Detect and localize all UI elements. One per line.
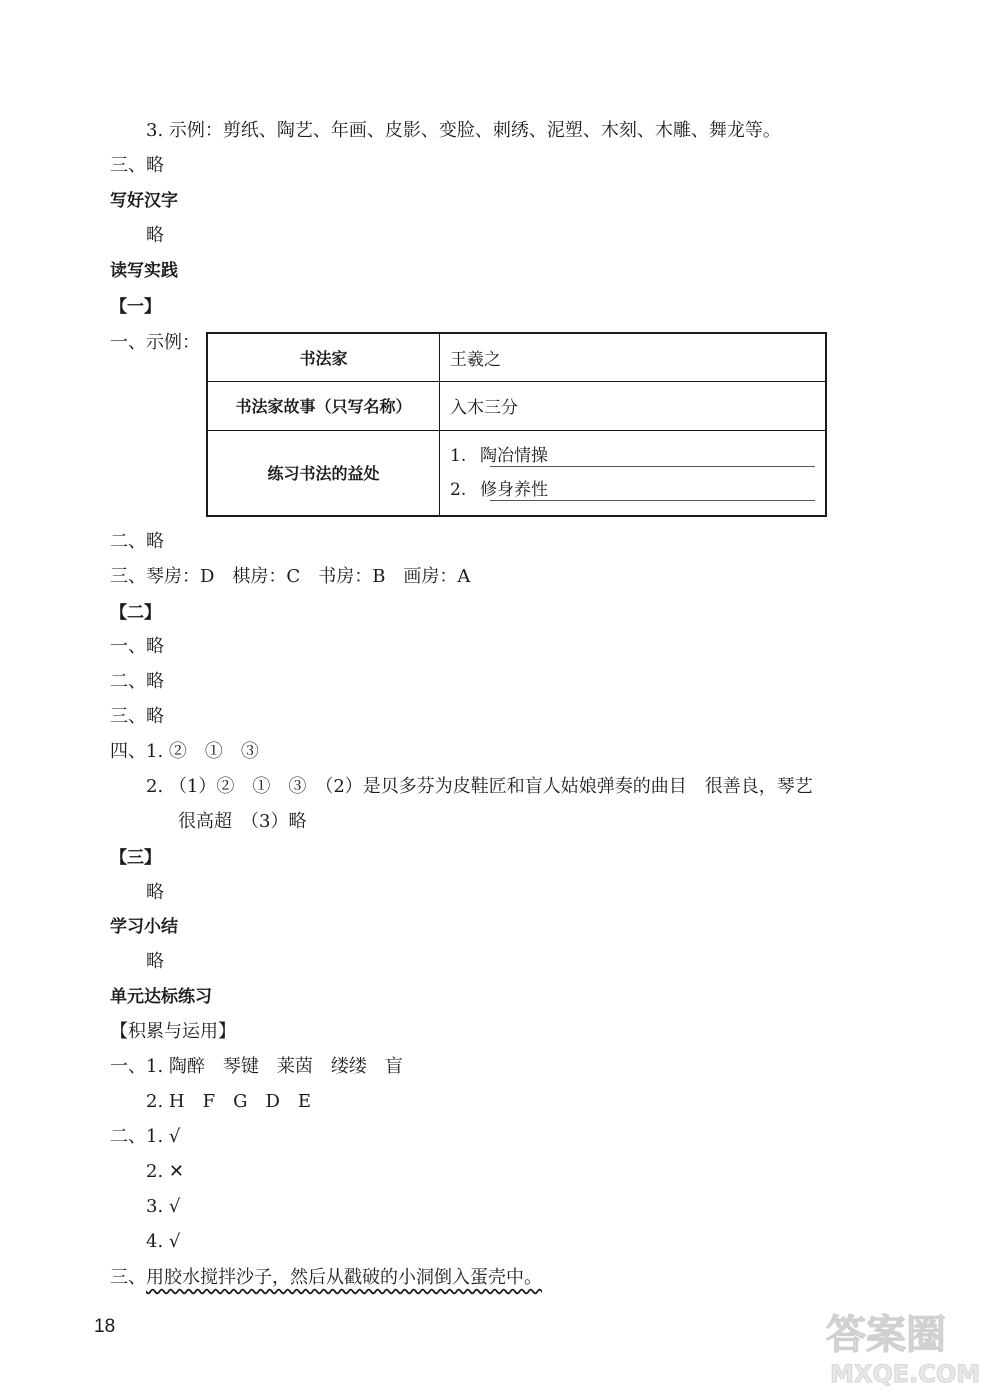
answer-line: 一、略 bbox=[110, 636, 164, 657]
answer-line: 很高超 （3）略 bbox=[178, 811, 307, 832]
answer-line: 3. 示例：剪纸、陶艺、年画、皮影、变脸、刺绣、泥塑、木刻、木雕、舞龙等。 bbox=[146, 120, 781, 141]
benefit-number: 1. bbox=[450, 445, 467, 466]
answer-line: 一、示例： bbox=[110, 332, 200, 353]
table-row bbox=[207, 333, 826, 381]
table-key-cell: 书法家 bbox=[207, 333, 440, 381]
wavy-underlined-answer: 用胶水搅拌沙子，然后从戳破的小洞倒入蛋壳中。 bbox=[146, 1267, 542, 1288]
subsection-heading: 【一】 bbox=[110, 297, 161, 317]
section-heading: 写好汉字 bbox=[110, 191, 178, 211]
subsection-heading: 【二】 bbox=[110, 603, 161, 623]
watermark-url-text: MXQE.COM bbox=[830, 1360, 981, 1388]
answer-line: 三、略 bbox=[110, 706, 164, 727]
benefit-item bbox=[450, 473, 825, 507]
table-value-cell: 王羲之 bbox=[440, 333, 827, 381]
answer-line bbox=[110, 1265, 542, 1291]
answer-line: 四、1. ② ① ③ bbox=[110, 741, 259, 762]
answer-line: 略 bbox=[146, 225, 164, 246]
table-row bbox=[207, 381, 826, 430]
answer-line: 3. √ bbox=[146, 1196, 181, 1217]
answer-underline bbox=[490, 500, 815, 501]
answer-line: 4. √ bbox=[146, 1231, 181, 1252]
table-key-cell: 书法家故事（只写名称） bbox=[207, 381, 440, 430]
answer-line: 二、略 bbox=[110, 531, 164, 552]
subsection-heading: 【积累与运用】 bbox=[110, 1021, 236, 1042]
benefit-item bbox=[450, 439, 825, 473]
subsection-heading: 【三】 bbox=[110, 848, 161, 868]
page-number: 18 bbox=[94, 1316, 116, 1337]
answer-line: 2. ✕ bbox=[146, 1161, 184, 1182]
answer-line: 二、略 bbox=[110, 671, 164, 692]
calligraphy-table bbox=[206, 332, 827, 517]
answer-line: 二、1. √ bbox=[110, 1126, 181, 1147]
table-key-cell: 练习书法的益处 bbox=[207, 430, 440, 516]
answer-underline bbox=[490, 466, 815, 467]
answer-line: 略 bbox=[146, 951, 164, 972]
watermark-main-text: 答案圈 bbox=[826, 1312, 946, 1358]
answer-line: 2. （1）② ① ③ （2）是贝多芬为皮鞋匠和盲人姑娘弹奏的曲目 很善良，琴艺 bbox=[146, 776, 813, 797]
watermark-logo bbox=[818, 1300, 998, 1390]
answer-line: 一、1. 陶醉 琴键 莱茵 缕缕 盲 bbox=[110, 1056, 403, 1077]
benefit-text: 陶冶情操 bbox=[480, 445, 548, 466]
table-value-cell bbox=[440, 430, 827, 516]
answer-line: 2. H F G D E bbox=[146, 1091, 312, 1112]
answer-line: 三、略 bbox=[110, 155, 164, 176]
section-heading: 学习小结 bbox=[110, 917, 178, 937]
section-heading: 读写实践 bbox=[110, 261, 178, 281]
benefit-text: 修身养性 bbox=[480, 479, 548, 500]
answer-prefix: 三、 bbox=[110, 1267, 146, 1288]
answer-line: 三、琴房：D 棋房：C 书房：B 画房：A bbox=[110, 566, 471, 587]
answer-line: 略 bbox=[146, 882, 164, 903]
table-row bbox=[207, 430, 826, 516]
benefit-number: 2. bbox=[450, 479, 467, 500]
table-value-cell: 入木三分 bbox=[440, 381, 827, 430]
section-heading: 单元达标练习 bbox=[110, 987, 212, 1007]
